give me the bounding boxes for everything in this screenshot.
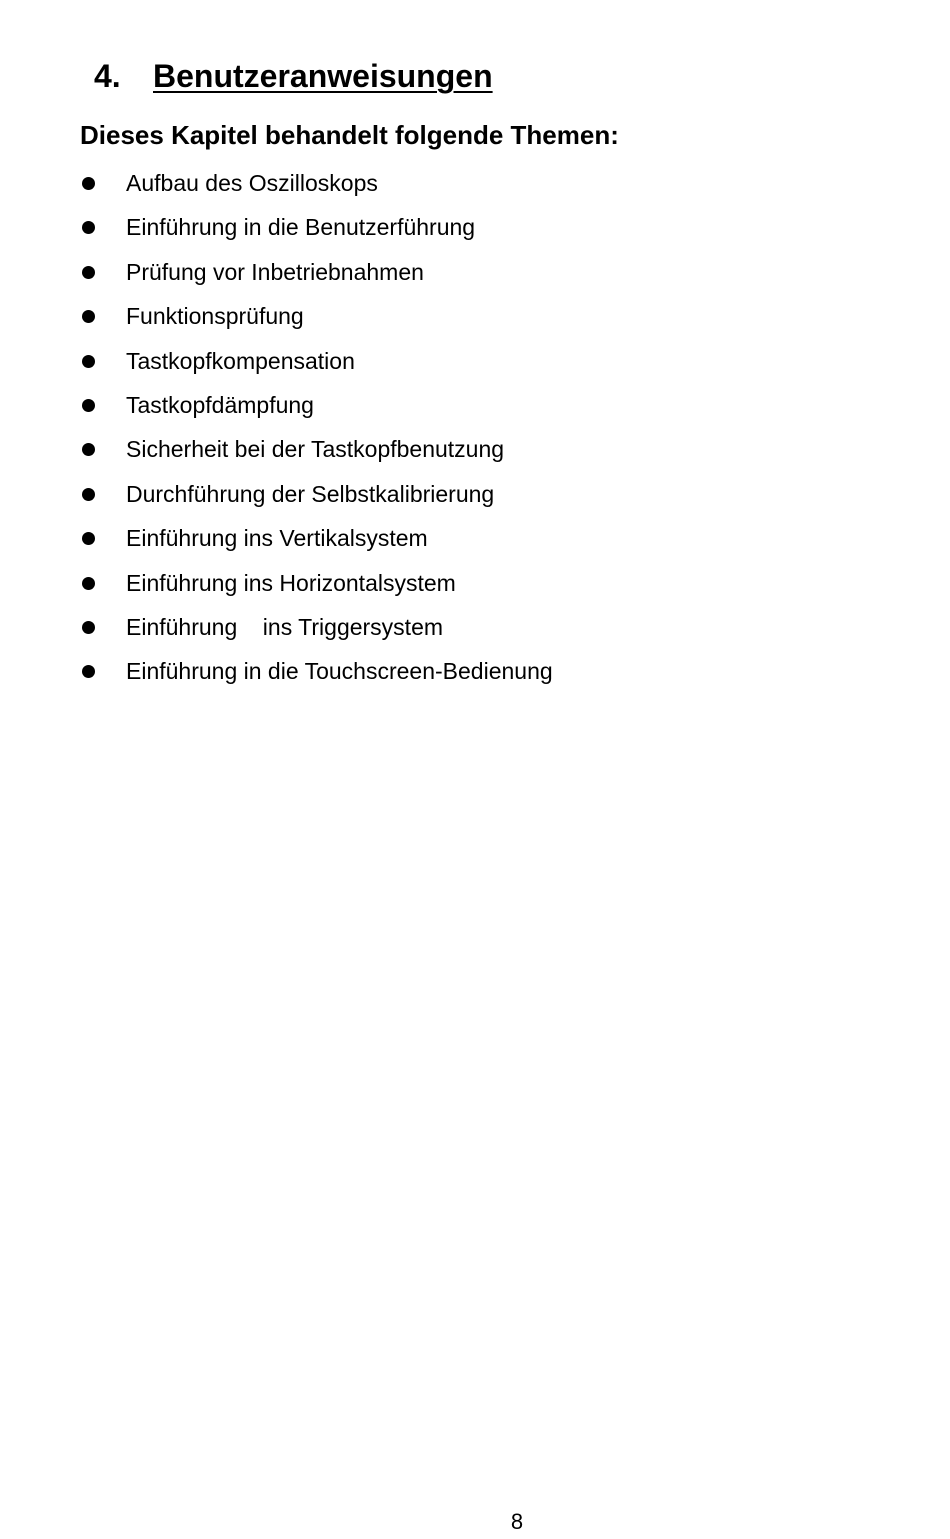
chapter-intro: Dieses Kapitel behandelt folgende Themen: xyxy=(80,120,619,150)
list-item xyxy=(80,521,428,565)
topic-text: Aufbau des Oszilloskops xyxy=(126,170,378,196)
list-item xyxy=(80,210,476,254)
topic-text: Einführung ins Triggersystem xyxy=(126,613,444,640)
topic-text: Tastkopfkompensation xyxy=(126,347,355,374)
bullet-icon xyxy=(82,399,95,412)
bullet-icon xyxy=(82,532,95,545)
bullet-icon xyxy=(82,665,95,678)
page-number: 8 xyxy=(510,1509,524,1534)
bullet-icon xyxy=(82,355,95,368)
bullet-icon xyxy=(82,266,95,279)
list-item xyxy=(80,654,553,698)
bullet-icon xyxy=(82,177,95,190)
bullet-icon xyxy=(82,221,95,234)
topic-text: Einführung ins Vertikalsystem xyxy=(126,525,428,552)
list-item xyxy=(80,477,495,521)
bullet-icon xyxy=(82,488,95,501)
topic-text: Einführung in die Touchscreen-Bedienung xyxy=(126,658,553,685)
chapter-heading xyxy=(94,56,493,96)
topic-text: Durchführung der Selbstkalibrierung xyxy=(126,480,495,507)
list-item xyxy=(80,299,304,343)
topic-list xyxy=(80,166,553,699)
topic-text: Tastkopfdämpfung xyxy=(126,391,314,418)
list-item xyxy=(80,255,424,299)
bullet-icon xyxy=(82,621,95,634)
chapter-title: Benutzeranweisungen xyxy=(153,58,493,94)
topic-text: Einführung in die Benutzerführung xyxy=(126,214,476,241)
list-item xyxy=(80,388,314,432)
list-item xyxy=(80,344,355,388)
list-item xyxy=(80,432,505,476)
topic-text: Prüfung vor Inbetriebnahmen xyxy=(126,258,424,285)
list-item xyxy=(80,566,456,610)
bullet-icon xyxy=(82,310,95,323)
topic-text: Sicherheit bei der Tastkopfbenutzung xyxy=(126,436,505,463)
bullet-icon xyxy=(82,443,95,456)
topic-text: Funktionsprüfung xyxy=(126,303,304,330)
bullet-icon xyxy=(82,577,95,590)
chapter-number: 4. xyxy=(94,58,121,94)
list-item xyxy=(80,166,378,210)
list-item xyxy=(80,610,444,654)
topic-text: Einführung ins Horizontalsystem xyxy=(126,569,456,596)
